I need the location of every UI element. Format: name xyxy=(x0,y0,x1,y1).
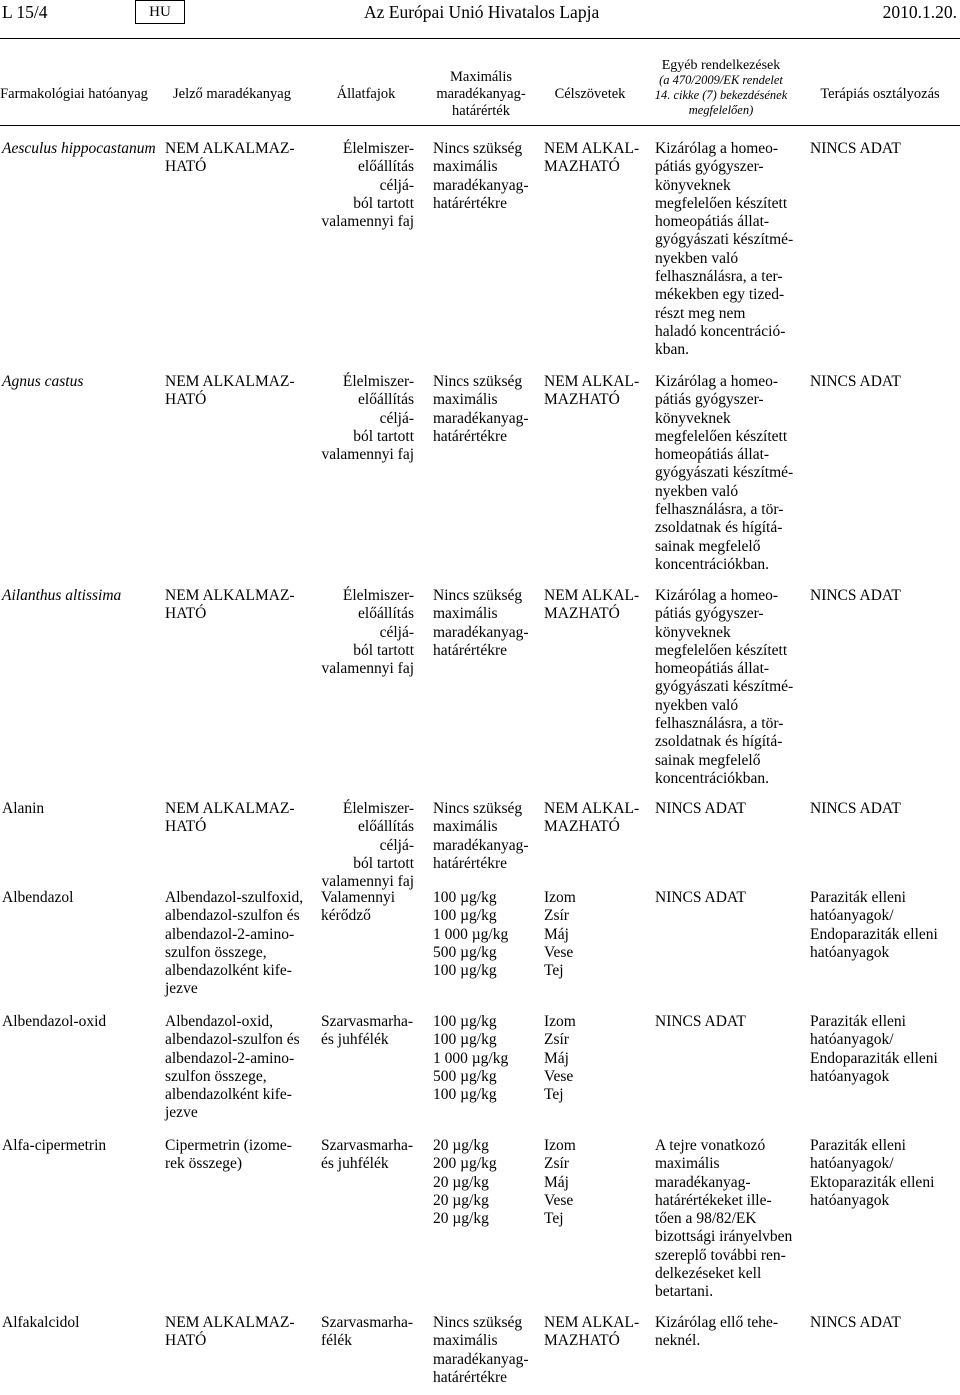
mrl-value: 20 µg/kg 200 µg/kg 20 µg/kg 20 µg/kg 20 µg/kg xyxy=(433,1137,497,1228)
marker-residue: NEM ALKALMAZ- HATÓ xyxy=(165,140,295,176)
therapeutic-class: NINCS ADAT xyxy=(810,140,901,157)
other-provisions: NINCS ADAT xyxy=(655,1013,746,1030)
target-tissue: Izom Zsír Máj Vese Tej xyxy=(544,1137,576,1228)
marker-residue: Albendazol-szulfoxid, albendazol-szulfon és albendazol-2-amino- szulfon összege, albendazolként kife- jezve xyxy=(165,889,304,998)
target-tissue: Izom Zsír Máj Vese Tej xyxy=(544,1013,576,1104)
column-header-marker: Jelző maradékanyag xyxy=(173,86,291,102)
mrl-value: Nincs szükség maximális maradékanyag- határértékre xyxy=(433,373,529,445)
animal-species: Élelmiszer- előállítás céljá- ból tartott valamennyi faj xyxy=(321,800,414,891)
substance-name: Alfa-cipermetrin xyxy=(2,1137,107,1154)
marker-residue: NEM ALKALMAZ- HATÓ xyxy=(165,373,295,409)
substance-name: Agnus castus xyxy=(2,373,84,390)
substance-name: Alfakalcidol xyxy=(2,1314,80,1331)
provisions-title: Egyéb rendelkezések xyxy=(661,58,781,73)
mrl-value: 100 µg/kg 100 µg/kg 1 000 µg/kg 500 µg/kg 100 µg/kg xyxy=(433,889,509,980)
journal-title: Az Európai Unió Hivatalos Lapja xyxy=(364,2,600,22)
other-provisions: Kizárólag a homeo- pátiás gyógyszer- könyveknek megfelelően készített homeopátiás állat- gyógyászati készítmé- nyekben való felhasználásra, a tör- zsoldatnak és hígítá- sainak megfelelő koncentrációkban. xyxy=(655,373,794,573)
mrl-value: 100 µg/kg 100 µg/kg 1 000 µg/kg 500 µg/kg 100 µg/kg xyxy=(433,1013,509,1104)
substance-name: Ailanthus altissima xyxy=(2,587,122,604)
mrl-value: Nincs szükség maximális maradékanyag- határértékre xyxy=(433,800,529,872)
target-tissue: NEM ALKAL- MAZHATÓ xyxy=(544,140,640,176)
column-header-mrl: Maximális maradékanyag- határérték xyxy=(436,69,526,119)
mrl-value: Nincs szükség maximális maradékanyag- határértékre xyxy=(433,1314,529,1386)
marker-residue: NEM ALKALMAZ- HATÓ xyxy=(165,587,295,623)
animal-species: Élelmiszer- előállítás céljá- ból tartott valamennyi faj xyxy=(321,587,414,678)
column-header-substance: Farmakológiai hatóanyag xyxy=(0,86,148,102)
substance-name: Albendazol xyxy=(2,889,74,906)
substance-name: Alanin xyxy=(2,800,45,817)
substance-name: Albendazol-oxid xyxy=(2,1013,107,1030)
therapeutic-class: NINCS ADAT xyxy=(810,587,901,604)
target-tissue: Izom Zsír Máj Vese Tej xyxy=(544,889,576,980)
language-badge: HU xyxy=(135,0,185,24)
target-tissue: NEM ALKAL- MAZHATÓ xyxy=(544,1314,640,1350)
therapeutic-class: Paraziták elleni hatóanyagok/ Ektoparaziták elleni hatóanyagok xyxy=(810,1137,935,1209)
other-provisions: NINCS ADAT xyxy=(655,800,746,817)
page-header xyxy=(0,0,960,36)
therapeutic-class: NINCS ADAT xyxy=(810,1314,901,1331)
marker-residue: NEM ALKALMAZ- HATÓ xyxy=(165,800,295,836)
therapeutic-class: Paraziták elleni hatóanyagok/ Endoparaziták elleni hatóanyagok xyxy=(810,1013,938,1085)
other-provisions: A tejre vonatkozó maximális maradékanyag- határértékeket ille- tően a 98/82/EK bizottsági irányelvben szereplő további ren- delkezéseket kell betartani. xyxy=(655,1137,793,1301)
mrl-value: Nincs szükség maximális maradékanyag- határértékre xyxy=(433,140,529,212)
column-header-tissue: Célszövetek xyxy=(554,86,626,102)
animal-species: Szarvasmarha- félék xyxy=(321,1314,414,1350)
provisions-subtitle: (a 470/2009/EK rendelet 14. cikke (7) bekezdésének megfelelően) xyxy=(654,73,788,117)
animal-species: Szarvasmarha- és juhfélék xyxy=(321,1137,414,1173)
target-tissue: NEM ALKAL- MAZHATÓ xyxy=(544,373,640,409)
animal-species: Valamennyi kérődző xyxy=(321,889,396,925)
marker-residue: Albendazol-oxid, albendazol-szulfon és albendazol-2-amino- szulfon összege, albendazolként kife- jezve xyxy=(165,1013,300,1122)
marker-residue: NEM ALKALMAZ- HATÓ xyxy=(165,1314,295,1350)
animal-species: Élelmiszer- előállítás céljá- ból tartott valamennyi faj xyxy=(321,373,414,464)
column-header-therapeutic: Terápiás osztályozás xyxy=(820,86,940,102)
column-header-provisions xyxy=(640,58,802,118)
header-divider xyxy=(0,38,960,39)
substance-name: Aesculus hippocastanum xyxy=(2,140,156,157)
target-tissue: NEM ALKAL- MAZHATÓ xyxy=(544,800,640,836)
other-provisions: Kizárólag a homeo- pátiás gyógyszer- könyveknek megfelelően készített homeopátiás állat- gyógyászati készítmé- nyekben való felhasználásra, a ter- mékekben egy tized- részt meg nem haladó koncentráció- kban. xyxy=(655,140,794,359)
table-header-divider xyxy=(0,125,960,126)
column-header-species: Állatfajok xyxy=(336,86,396,102)
therapeutic-class: NINCS ADAT xyxy=(810,800,901,817)
therapeutic-class: Paraziták elleni hatóanyagok/ Endoparaziták elleni hatóanyagok xyxy=(810,889,938,961)
target-tissue: NEM ALKAL- MAZHATÓ xyxy=(544,587,640,623)
mrl-value: Nincs szükség maximális maradékanyag- határértékre xyxy=(433,587,529,659)
animal-species: Élelmiszer- előállítás céljá- ból tartott valamennyi faj xyxy=(321,140,414,231)
page-number: L 15/4 xyxy=(2,2,48,22)
marker-residue: Cipermetrin (izome- rek összege) xyxy=(165,1137,292,1173)
other-provisions: Kizárólag a homeo- pátiás gyógyszer- könyveknek megfelelően készített homeopátiás állat- gyógyászati készítmé- nyekben való felhasználásra, a tör- zsoldatnak és hígítá- sainak megfelelő koncentrációkban. xyxy=(655,587,794,787)
publication-date: 2010.1.20. xyxy=(882,2,957,22)
other-provisions: NINCS ADAT xyxy=(655,889,746,906)
therapeutic-class: NINCS ADAT xyxy=(810,373,901,390)
animal-species: Szarvasmarha- és juhfélék xyxy=(321,1013,414,1049)
other-provisions: Kizárólag ellő tehe- neknél. xyxy=(655,1314,779,1350)
